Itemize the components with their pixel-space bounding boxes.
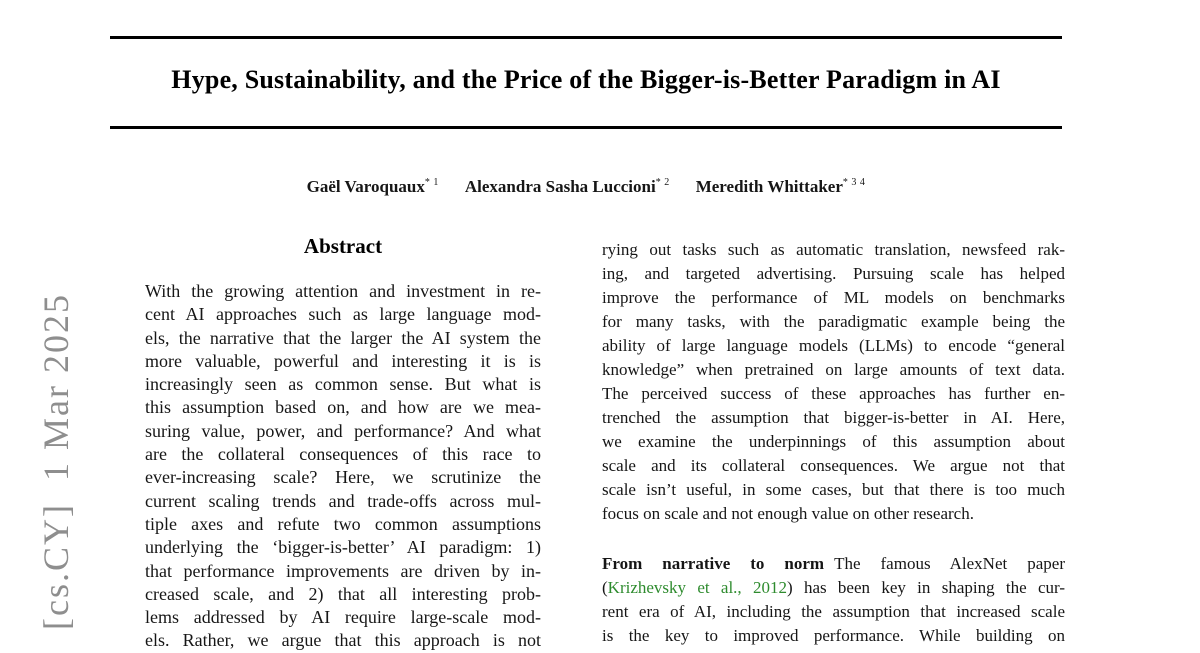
text-segment: ever-increasing scale? Here, we scrutinize the (145, 467, 541, 488)
text-line (145, 513, 541, 536)
text-line (145, 629, 541, 652)
text-segment: ) has been key in shaping the cur- (787, 578, 1065, 597)
text-line (145, 560, 541, 583)
text-segment: trenched the assumption that bigger-is-better in AI. Here, (602, 408, 1065, 427)
text-segment: are the collateral consequences of this race to (145, 444, 541, 465)
text-line (145, 396, 541, 419)
text-segment: underlying the ‘bigger-is-better’ AI paradigm: 1) (145, 537, 541, 558)
citation-link[interactable]: Krizhevsky et al., 2012 (607, 578, 787, 597)
text-segment: ( (602, 578, 608, 597)
text-segment: Alexandra Sasha Luccioni (464, 177, 656, 196)
text-line (602, 502, 1065, 526)
text-line (602, 576, 1065, 600)
text-segment: * 2 (655, 177, 670, 188)
text-line (145, 280, 541, 303)
text-segment: more valuable, powerful and interesting it is is (145, 350, 541, 371)
text-line (602, 262, 1065, 286)
text-segment: * 3 4 (842, 177, 866, 188)
text-line (602, 454, 1065, 478)
text-segment: scale isn’t useful, in some cases, but that there is too much (602, 480, 1065, 499)
right-column-paragraph-intro (602, 238, 1065, 526)
text-segment: suring value, power, and performance? And what (145, 420, 541, 441)
right-column-paragraph-narrative (602, 552, 1065, 648)
text-line (145, 443, 541, 466)
text-segment: * 1 (424, 177, 439, 188)
text-line (145, 466, 541, 489)
title-rule-bottom (110, 126, 1062, 129)
text-segment: The perceived success of these approaches has further en- (602, 384, 1065, 403)
text-line (602, 286, 1065, 310)
text-line (145, 350, 541, 373)
text-segment: knowledge” when pretrained on large amounts of text data. (602, 360, 1065, 379)
text-segment: The famous AlexNet paper (834, 554, 1065, 573)
text-line (145, 373, 541, 396)
text-line (602, 552, 1065, 576)
paper-title: Hype, Sustainability, and the Price of the Bigger-is-Better Paradigm in AI (171, 65, 1001, 94)
text-line (602, 406, 1065, 430)
abstract-heading: Abstract (303, 234, 383, 258)
text-line (145, 327, 541, 350)
text-line (145, 606, 541, 629)
text-segment: rent era of AI, including the assumption that increased scale (602, 602, 1065, 621)
text-line (602, 624, 1065, 648)
text-segment: els, the narrative that the larger the AI system the (145, 327, 541, 348)
text-line (602, 310, 1065, 334)
text-line (602, 334, 1065, 358)
text-segment: rying out tasks such as automatic translation, newsfeed rak- (602, 240, 1065, 259)
text-segment: current scaling trends and trade-offs across mul- (145, 490, 541, 511)
text-line (145, 490, 541, 513)
text-segment: increasingly seen as common sense. But what is (145, 374, 541, 395)
abstract-text-column (145, 280, 541, 653)
text-line (602, 600, 1065, 624)
text-segment: scale and its collateral consequences. We argue not that (602, 456, 1065, 475)
text-line (602, 238, 1065, 262)
text-line (145, 420, 541, 443)
text-segment: for many tasks, with the paradigmatic example being the (602, 312, 1065, 331)
text-segment: ing, and targeted advertising. Pursuing scale has helped (602, 264, 1065, 283)
text-segment: we examine the underpinnings of this assumption about (602, 432, 1065, 451)
text-line (602, 382, 1065, 406)
text-line (602, 430, 1065, 454)
text-line (110, 170, 1062, 200)
text-segment: Meredith Whittaker (695, 177, 843, 196)
title-rule-top (110, 36, 1062, 39)
text-segment: From narrative to norm (602, 554, 825, 573)
text-segment: els. Rather, we argue that this approach is not (145, 630, 541, 651)
text-segment: that performance improvements are driven by in- (145, 560, 541, 581)
arxiv-category-date-stamp: [cs.CY] 1 Mar 2025 (36, 293, 76, 630)
text-segment: Gaël Varoquaux (306, 177, 425, 196)
text-segment: creased scale, and 2) that all interesting prob- (145, 583, 541, 604)
text-line (145, 583, 541, 606)
text-segment: cent AI approaches such as large language mod- (145, 304, 541, 325)
text-line (145, 536, 541, 559)
author-list (110, 170, 1062, 200)
text-segment: With the growing attention and investment in re- (145, 281, 541, 301)
text-segment: is the key to improved performance. While building on (602, 626, 1065, 645)
text-line (145, 303, 541, 326)
text-segment: lems addressed by AI require large-scale mod- (145, 607, 541, 628)
text-segment: ability of large language models (LLMs) to encode “general (602, 336, 1065, 355)
text-segment: this assumption based on, and how are we mea- (145, 397, 541, 418)
text-segment: tiple axes and refute two common assumptions (145, 513, 541, 534)
text-segment: improve the performance of ML models on benchmarks (602, 288, 1065, 307)
text-line (602, 358, 1065, 382)
text-segment: focus on scale and not enough value on other research. (602, 504, 974, 523)
text-line (602, 478, 1065, 502)
